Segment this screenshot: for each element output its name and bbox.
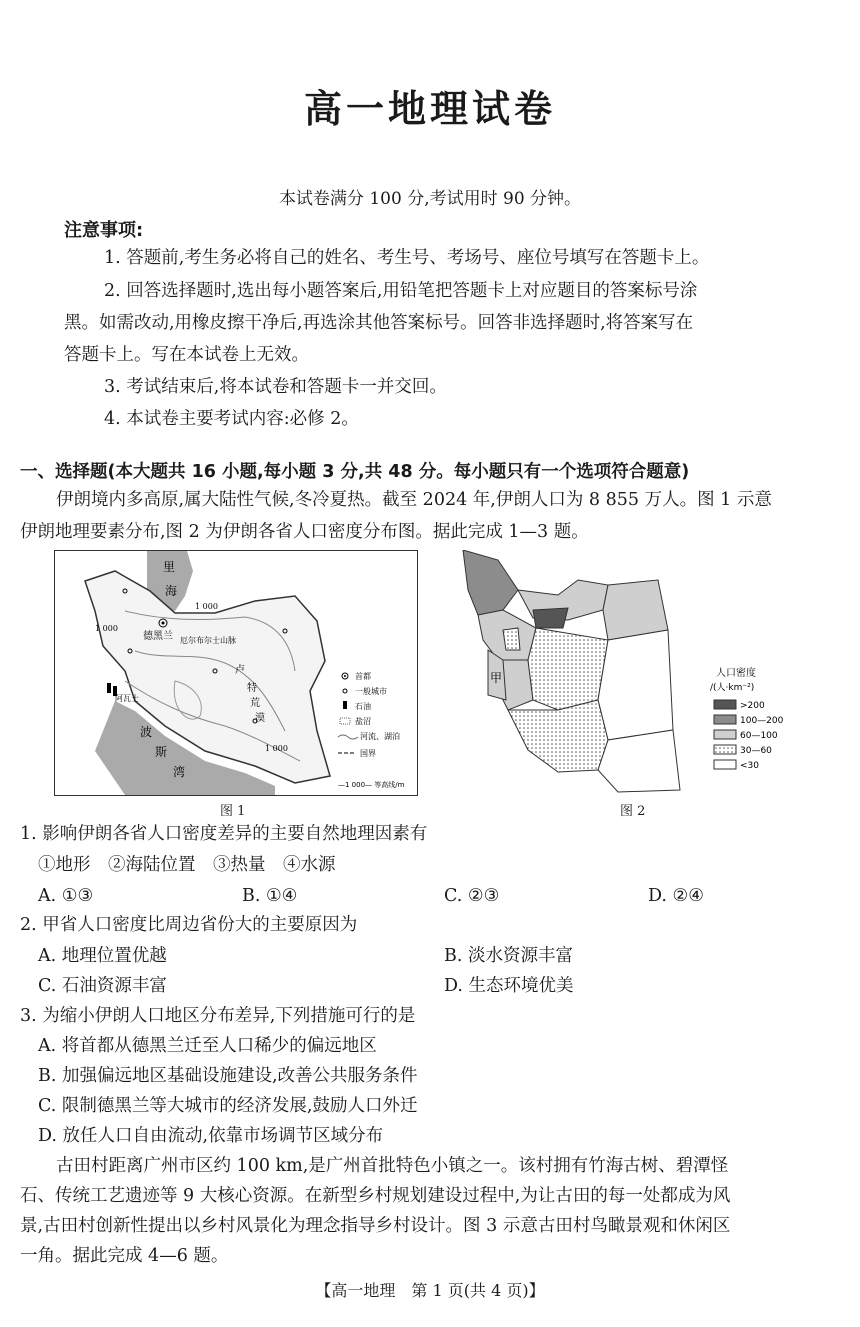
- passage-line: 古田村距离广州市区约 100 km,是广州首批特色小镇之一。该村拥有竹海古树、碧潭怪: [56, 1156, 729, 1176]
- notice-item: 3. 考试结束后,将本试卷和答题卡一并交回。: [104, 377, 447, 397]
- legend-item: —1 000— 等高线/m: [338, 781, 405, 789]
- label-desert: 特: [247, 683, 257, 694]
- label-desert: 荒: [250, 698, 260, 709]
- option: D. ②④: [648, 886, 704, 906]
- question-stem: 2. 甲省人口密度比周边省份大的主要原因为: [20, 915, 358, 935]
- notice-item: 2. 回答选择题时,选出每小题答案后,用铅笔把答题卡上对应题目的答案标号涂: [104, 281, 698, 301]
- page-title: 高一地理试卷: [303, 87, 556, 131]
- oil-symbol: [107, 683, 111, 693]
- legend-item: 盐沼: [355, 717, 371, 726]
- notice-item: 4. 本试卷主要考试内容:必修 2。: [104, 409, 359, 429]
- province-region: [598, 630, 673, 740]
- legend-item: 30—60: [740, 746, 772, 756]
- option: A. 地理位置优越: [38, 946, 167, 966]
- contour-label: 1 000: [195, 602, 218, 611]
- label-capital: 德黑兰: [143, 631, 173, 642]
- label-mountain: 厄尔布尔士山脉: [180, 636, 236, 645]
- province-region: [503, 628, 520, 650]
- province-region: [598, 730, 680, 792]
- notice-item: 1. 答题前,考生务必将自己的姓名、考生号、考场号、座位号填写在答题卡上。: [104, 248, 710, 268]
- legend-item: 一般城市: [355, 687, 387, 696]
- figure-2-map: [458, 550, 798, 794]
- legend-item: 国界: [360, 749, 376, 758]
- option: D. 放任人口自由流动,依靠市场调节区域分布: [38, 1126, 384, 1146]
- iran-density-map: [458, 550, 798, 794]
- figure-2-legend: [710, 666, 784, 771]
- figure-1-map: [54, 550, 418, 796]
- option: B. ①④: [242, 886, 298, 906]
- iran-terrain-map: [55, 551, 417, 795]
- figure-2-caption: 图 2: [620, 804, 646, 819]
- passage-line: 一角。据此完成 4—6 题。: [20, 1246, 229, 1266]
- notice-heading: 注意事项:: [64, 220, 144, 241]
- intro-line: 伊朗境内多高原,属大陆性气候,冬冷夏热。截至 2024 年,伊朗人口为 8 855 万人。图 1 示意: [56, 490, 772, 510]
- intro-line: 伊朗地理要素分布,图 2 为伊朗各省人口密度分布图。据此完成 1—3 题。: [20, 522, 589, 542]
- legend-item: 首都: [355, 672, 371, 681]
- page-footer: 【高一地理 第 1 页(共 4 页)】: [315, 1281, 545, 1300]
- contour-label: 1 000: [95, 624, 118, 633]
- legend-item: 60—100: [740, 731, 778, 741]
- exam-subtitle: 本试卷满分 100 分,考试用时 90 分钟。: [278, 189, 582, 209]
- passage-line: 石、传统工艺遗迹等 9 大核心资源。在新型乡村规划建设过程中,为让古田的每一处都成为风: [20, 1186, 731, 1206]
- contour-label: 1 000: [265, 744, 288, 753]
- option: D. 生态环境优美: [444, 976, 574, 996]
- notice-item: 答题卡上。写在本试卷上无效。: [64, 345, 309, 365]
- question-stem: 3. 为缩小伊朗人口地区分布差异,下列措施可行的是: [20, 1006, 416, 1026]
- question-sub: ①地形 ②海陆位置 ③热量 ④水源: [38, 855, 336, 875]
- label-desert: 漠: [255, 713, 265, 724]
- option: C. 限制德黑兰等大城市的经济发展,鼓励人口外迁: [38, 1096, 418, 1116]
- legend-item: 100—200: [740, 716, 784, 726]
- legend-item: 河流、湖泊: [360, 732, 400, 741]
- passage-line: 景,古田村创新性提出以乡村风景化为理念指导乡村设计。图 3 示意古田村鸟瞰景观和休闲区: [20, 1216, 731, 1236]
- option: A. 将首都从德黑兰迁至人口稀少的偏远地区: [38, 1036, 377, 1056]
- label-gulf: 斯: [155, 745, 168, 759]
- label-desert: 卢: [235, 665, 245, 676]
- province-region: [463, 550, 518, 615]
- option: C. ②③: [444, 886, 500, 906]
- legend-item: 石油: [355, 702, 371, 711]
- legend-unit: /(人·km⁻²): [710, 683, 755, 693]
- option: A. ①③: [38, 886, 94, 906]
- section-heading: 一、选择题(本大题共 16 小题,每小题 3 分,共 48 分。每小题只有一个选项符合题意): [20, 462, 690, 482]
- capital-symbol: [162, 622, 165, 625]
- figure-1-caption: 图 1: [220, 804, 246, 819]
- option: C. 石油资源丰富: [38, 976, 167, 996]
- label-city: 阿瓦士: [115, 694, 139, 703]
- province-region: [533, 608, 568, 628]
- province-region: [528, 628, 608, 710]
- province-region: [603, 580, 668, 640]
- option: B. 淡水资源丰富: [444, 946, 573, 966]
- question-stem: 1. 影响伊朗各省人口密度差异的主要自然地理因素有: [20, 824, 428, 844]
- province-region: [508, 700, 608, 772]
- notice-item: 黑。如需改动,用橡皮擦干净后,再选涂其他答案标号。回答非选择题时,将答案写在: [64, 313, 694, 333]
- legend-title: 人口密度: [716, 668, 756, 679]
- label-sea: 里: [163, 560, 176, 574]
- label-gulf: 湾: [173, 765, 186, 779]
- legend-item: <30: [740, 761, 759, 771]
- option: B. 加强偏远地区基础设施建设,改善公共服务条件: [38, 1066, 418, 1086]
- label-gulf: 波: [140, 725, 153, 739]
- figure-1-legend: [338, 671, 405, 789]
- label-sea: 海: [165, 584, 178, 598]
- label-province-jia: 甲: [490, 671, 503, 685]
- legend-item: >200: [740, 701, 765, 711]
